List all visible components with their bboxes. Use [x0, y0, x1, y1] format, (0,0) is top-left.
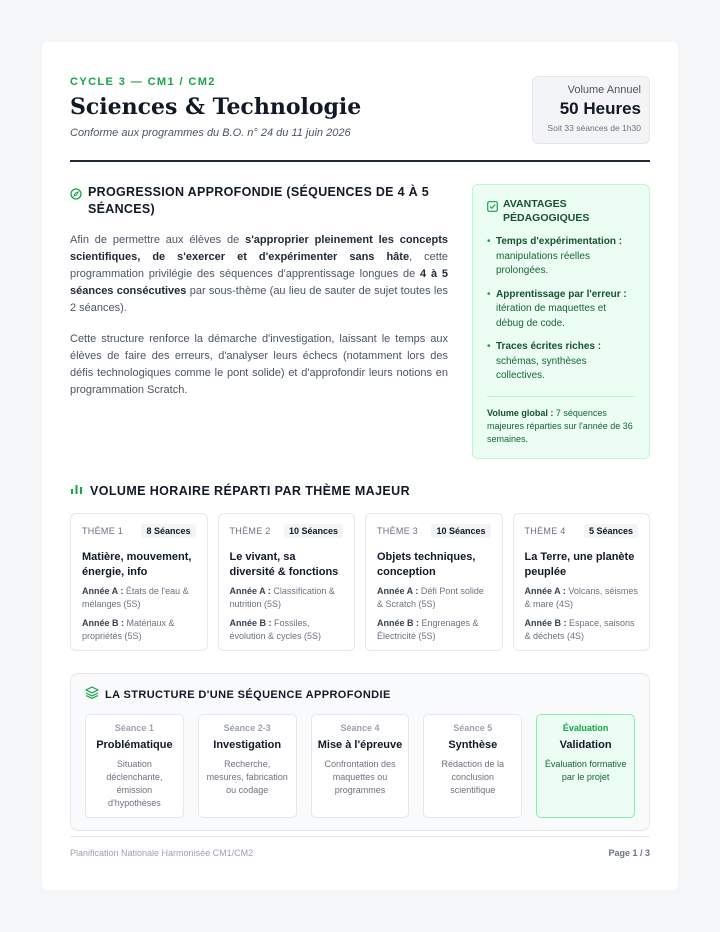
progression-title: PROGRESSION APPROFONDIE (SÉQUENCES DE 4 À 5 SÉANCES): [88, 185, 429, 216]
annual-volume-subtext: Soit 33 séances de 1h30: [547, 123, 641, 133]
paragraph-text: , cette programmation privilégie des séquences d'apprentissage longues de: [70, 251, 448, 280]
theme-card-3: [365, 513, 503, 651]
theme-name: Matière, mouvement, énergie, info: [82, 551, 192, 578]
theme-card-top: [82, 524, 196, 538]
progression-paragraph-1: [70, 232, 448, 317]
document-page: [42, 42, 678, 890]
sequence-structure-section: [70, 673, 650, 831]
year-b-text: Matériaux & propriétés (5S): [82, 618, 175, 641]
step-label: Séance 2-3: [223, 723, 271, 733]
global-volume-note: [487, 407, 635, 446]
step-card-2: [198, 714, 297, 818]
layers-icon: [85, 686, 99, 704]
advantage-text: schémas, synthèses collectives.: [496, 355, 587, 381]
step-label: Séance 4: [340, 723, 380, 733]
year-b-line: [230, 617, 344, 643]
theme-number: THÈME 3: [377, 526, 419, 536]
theme-number: THÈME 2: [229, 526, 271, 536]
step-card-evaluation: [536, 714, 635, 818]
check-square-icon: [487, 199, 498, 217]
year-b-label: Année B :: [82, 618, 125, 628]
step-card-1: [85, 714, 184, 818]
annual-volume-label: Volume Annuel: [567, 84, 641, 96]
theme-number: THÈME 4: [524, 526, 566, 536]
list-item: [487, 235, 635, 279]
year-a-label: Année A :: [524, 586, 566, 596]
cycle-label: CYCLE 3 — CM1 / CM2: [70, 76, 216, 88]
theme-card-2: [218, 513, 356, 651]
themes-grid: [70, 513, 650, 651]
step-card-3: [311, 714, 410, 818]
theme-name: Le vivant, sa diversité & fonctions: [229, 551, 339, 578]
theme-number: THÈME 1: [82, 526, 124, 536]
step-description: Évaluation formative par le projet: [544, 759, 627, 782]
advantages-heading: [487, 197, 635, 225]
document-header: [70, 76, 650, 162]
paragraph-text: par sous-thème (au lieu de sauter de sujet toutes les 2 séances).: [70, 285, 448, 314]
year-b-line: [525, 617, 639, 643]
year-a-text: États de l'eau & mélanges (5S): [82, 586, 189, 609]
document-footer: [70, 836, 650, 858]
paragraph-emphasis: 4 à 5 séances consécutives: [70, 268, 449, 297]
year-a-label: Année A :: [82, 586, 124, 596]
year-a-line: [525, 585, 639, 611]
advantages-panel: [472, 184, 650, 459]
footer-title: Planification Nationale Harmonisée CM1/CM2: [70, 848, 254, 858]
annual-volume-box: [532, 76, 650, 144]
divider: [487, 396, 635, 397]
advantage-label: Traces écrites riches :: [496, 341, 602, 352]
step-name: Synthèse: [448, 739, 498, 751]
theme-name: La Terre, une planète peuplée: [524, 551, 635, 578]
theme-card-4: [513, 513, 651, 651]
theme-card-top: [230, 524, 344, 538]
themes-heading: [70, 482, 650, 500]
theme-card-top: [377, 524, 491, 538]
progression-section: [70, 184, 650, 460]
sessions-badge: 8 Séances: [141, 524, 195, 538]
step-name: Mise à l'épreuve: [317, 739, 403, 751]
sessions-badge: 5 Séances: [584, 524, 638, 538]
page-title: Sciences & Technologie: [70, 94, 362, 120]
advantage-label: Temps d'expérimentation :: [496, 236, 623, 247]
structure-title: LA STRUCTURE D'UNE SÉQUENCE APPROFONDIE: [105, 689, 391, 701]
year-a-text: Volcans, séismes & mare (4S): [524, 586, 638, 609]
year-b-text: Espace, saisons & déchets (4S): [524, 618, 635, 641]
theme-name: Objets techniques, conception: [377, 551, 476, 578]
sequence-steps: [85, 714, 635, 818]
year-a-line: [82, 585, 196, 611]
step-description: Rédaction de la conclusion scientifique: [441, 759, 505, 795]
theme-card-1: [70, 513, 208, 651]
advantage-label: Apprentissage par l'erreur :: [496, 288, 627, 300]
year-b-label: Année B :: [524, 618, 567, 628]
year-a-label: Année A :: [377, 586, 419, 596]
year-b-line: [82, 617, 196, 643]
step-description: Confrontation des maquettes ou programmes: [324, 759, 396, 795]
sessions-badge: 10 Séances: [284, 524, 343, 538]
page-content: [70, 70, 650, 831]
advantage-text: itération de maquettes et débug de code.: [496, 303, 607, 329]
progression-heading: [70, 184, 448, 218]
step-label: Séance 1: [114, 723, 154, 733]
progression-paragraph-2: Cette structure renforce la démarche d'investigation, laissant le temps aux élèves de faire des erreurs, d'analyser leurs échecs (notamment lors des défis technologiques comme le pont solide) et d'approfondir leurs notions en programmation Scratch.: [70, 333, 448, 396]
year-b-text: Engrenages & Électricité (5S): [377, 618, 479, 641]
themes-title: VOLUME HORAIRE RÉPARTI PAR THÈME MAJEUR: [90, 484, 411, 498]
annual-volume-value: 50 Heures: [559, 99, 641, 118]
page-subtitle: Conforme aux programmes du B.O. n° 24 du 11 juin 2026: [70, 127, 351, 139]
year-a-line: [377, 585, 491, 611]
sessions-badge: 10 Séances: [431, 524, 490, 538]
theme-card-top: [525, 524, 639, 538]
compass-icon: [70, 187, 82, 205]
list-item: [487, 340, 635, 384]
step-name: Validation: [559, 739, 612, 751]
year-a-text: Défi Pont solide & Scratch (5S): [377, 586, 484, 609]
year-b-label: Année B :: [229, 618, 272, 628]
year-b-label: Année B :: [377, 618, 420, 628]
advantages-title: AVANTAGES PÉDAGOGIQUES: [503, 198, 590, 224]
step-card-4: [423, 714, 522, 818]
global-volume-text: 7 séquences majeures réparties sur l'année de 36 semaines.: [487, 407, 633, 444]
year-a-line: [230, 585, 344, 611]
list-item: [487, 288, 635, 332]
step-label: Séance 5: [453, 723, 493, 733]
year-a-text: Classification & nutrition (5S): [229, 586, 335, 609]
paragraph-text: Afin de permettre aux élèves de: [70, 234, 246, 246]
step-name: Problématique: [96, 739, 173, 751]
step-name: Investigation: [213, 739, 282, 751]
advantage-text: manipulations réelles prolongées.: [496, 250, 590, 276]
advantages-list: [487, 235, 635, 384]
progression-text-block: [70, 184, 448, 399]
year-a-label: Année A :: [229, 586, 271, 596]
step-label: Évaluation: [562, 723, 609, 733]
page-number: Page 1 / 3: [608, 848, 650, 858]
year-b-text: Fossiles, évolution & cycles (5S): [229, 618, 322, 641]
paragraph-emphasis: s'approprier pleinement les concepts scientifiques, de s'exercer et d'expérimenter sans hâte: [70, 234, 448, 263]
bar-chart-icon: [70, 482, 83, 500]
step-description: Situation déclenchante, émission d'hypothèses: [106, 759, 163, 808]
structure-heading: [85, 686, 635, 704]
step-description: Recherche, mesures, fabrication ou codage: [206, 759, 288, 795]
themes-section: [70, 482, 650, 651]
global-volume-label: Volume global :: [487, 407, 554, 418]
year-b-line: [377, 617, 491, 643]
